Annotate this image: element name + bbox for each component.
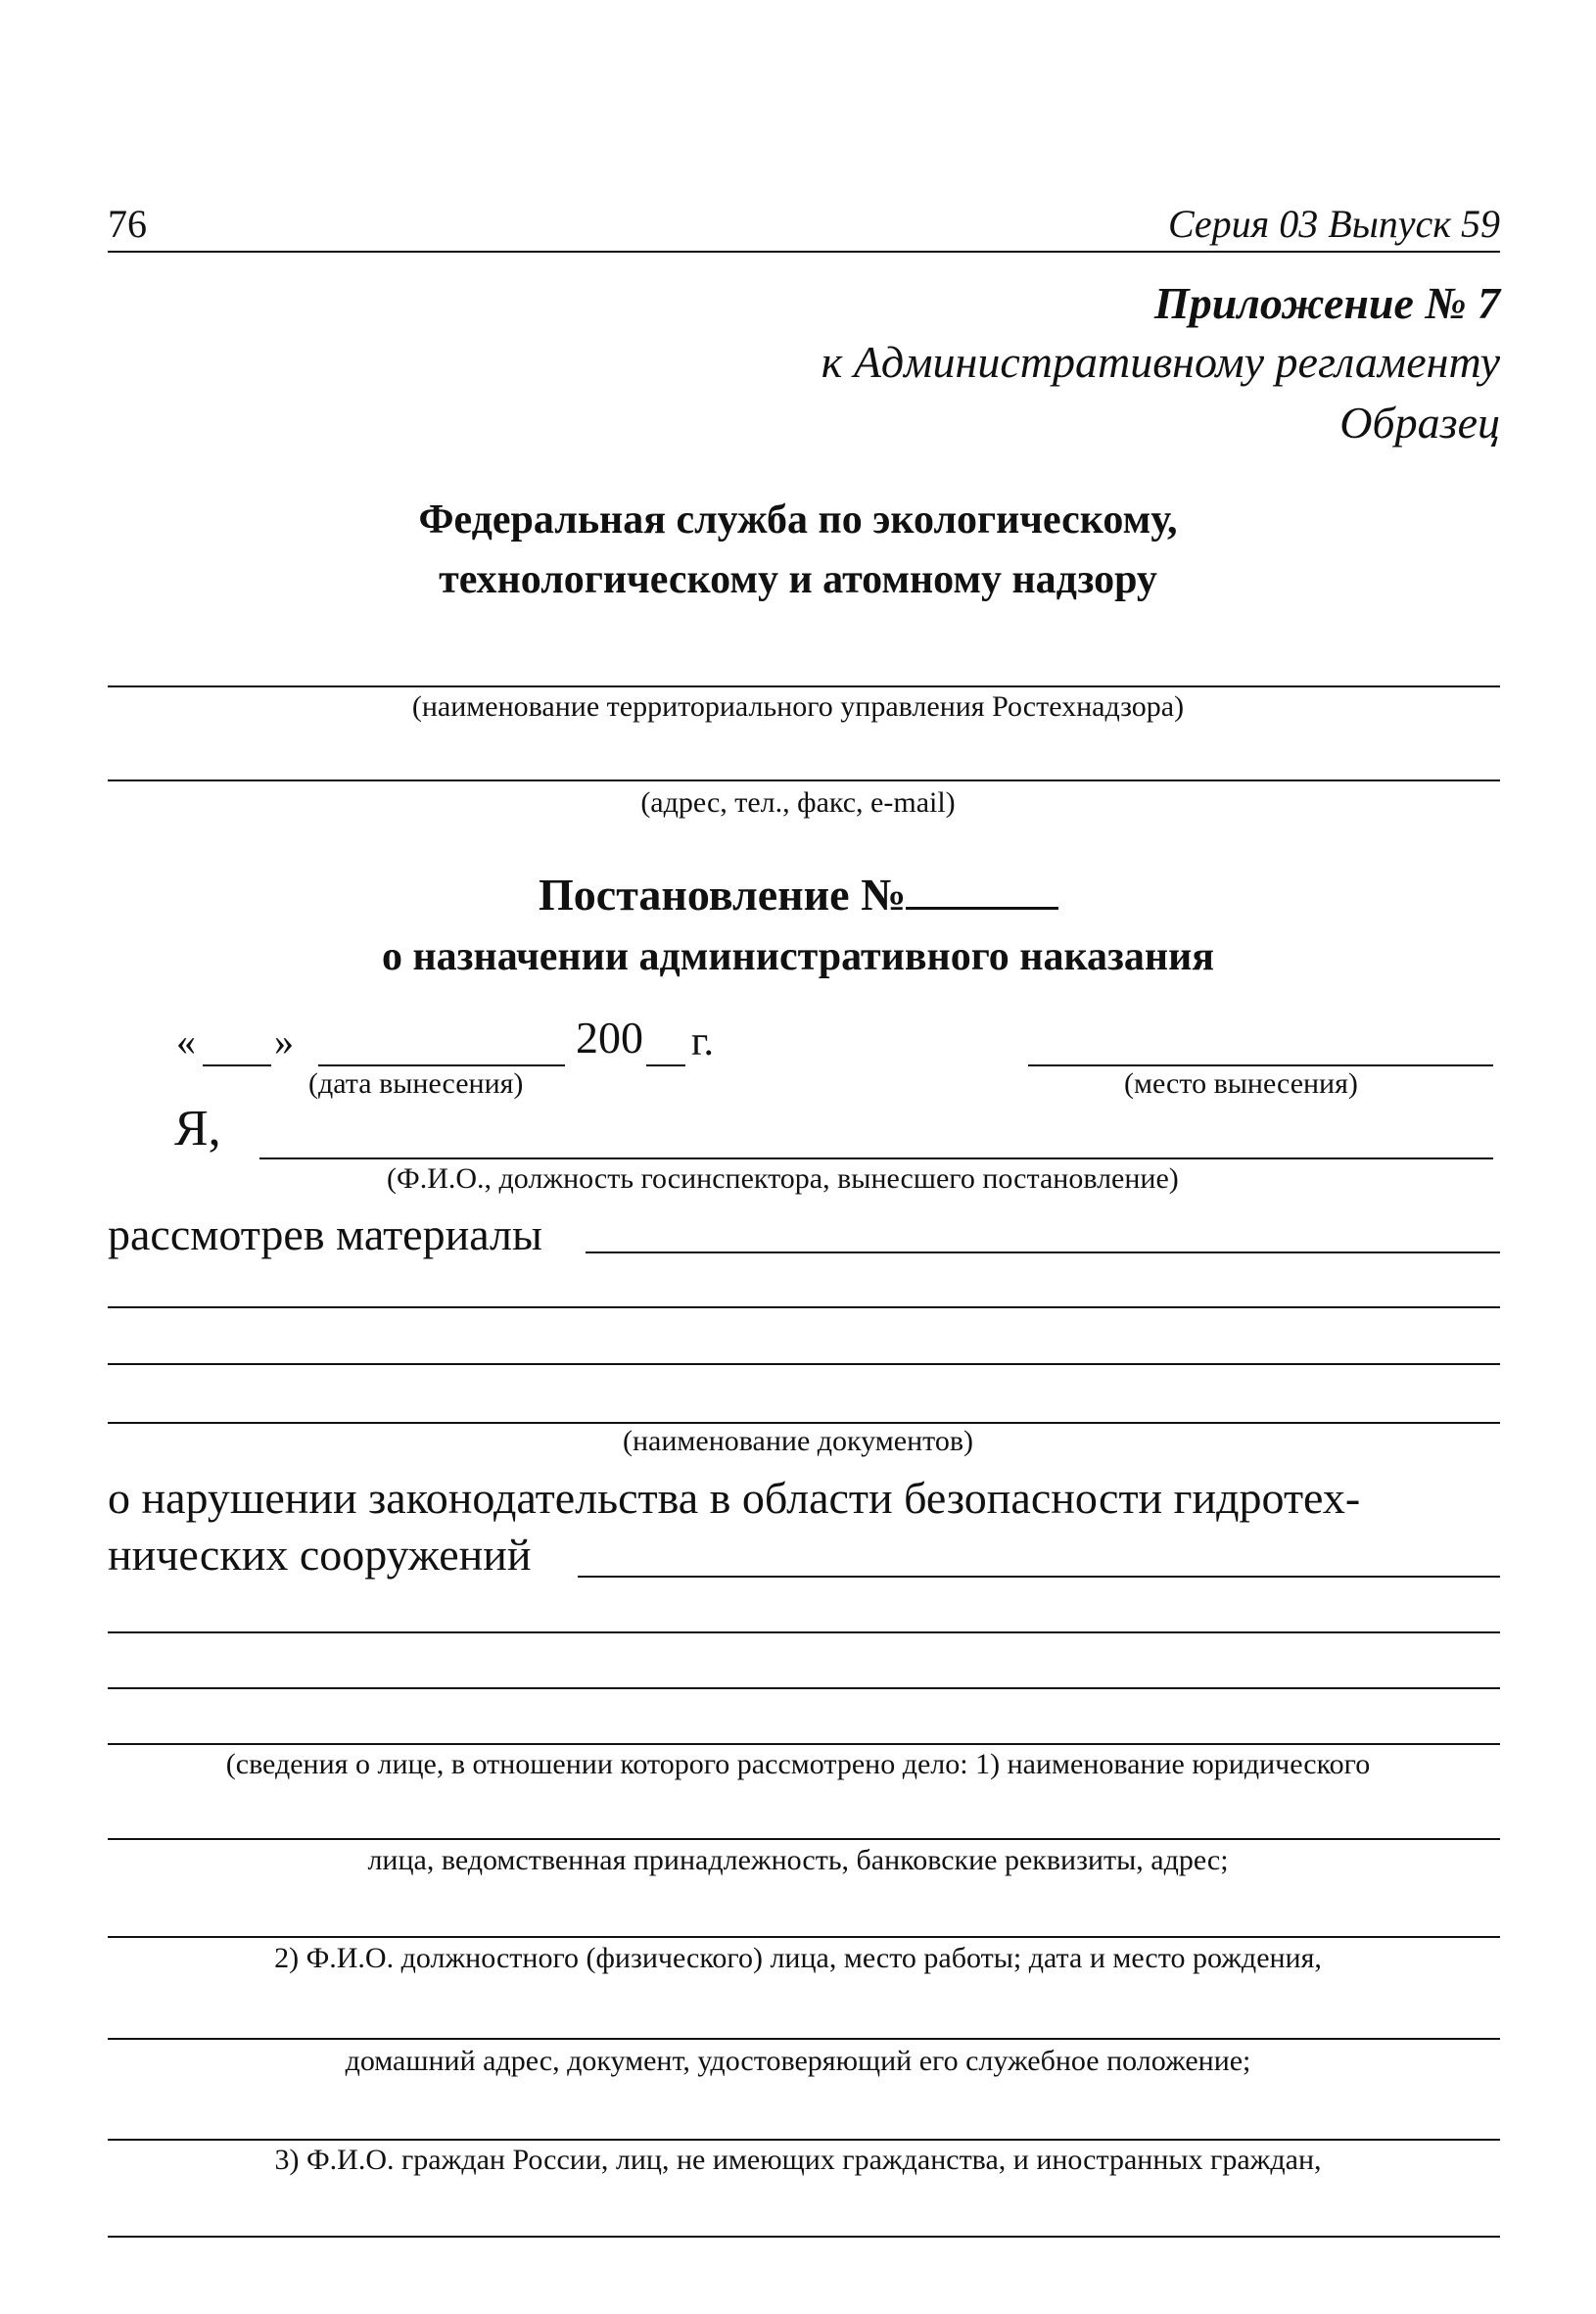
decree-title — [539, 869, 1058, 921]
address-field[interactable] — [108, 779, 1500, 781]
decree-number-field[interactable] — [906, 870, 1058, 910]
agency-name-line2: технологическому и атомному надзору — [439, 557, 1157, 602]
violation-text-line2: нических сооружений — [108, 1530, 532, 1580]
person-field-2[interactable] — [108, 1936, 1500, 1938]
considered-label: рассмотрев материалы — [108, 1209, 542, 1259]
year-prefix: 200 — [576, 1013, 643, 1063]
materials-field-4[interactable] — [108, 1422, 1500, 1424]
violation-text-line1: о нарушении законодательства в области безопасности гидротех- — [108, 1473, 1361, 1523]
year-field[interactable] — [646, 1064, 685, 1066]
address-caption: (адрес, тел., факс, e-mail) — [640, 786, 956, 819]
structures-field-2[interactable] — [108, 1631, 1500, 1633]
date-caption: (дата вынесения) — [308, 1067, 524, 1100]
structures-field-3[interactable] — [108, 1687, 1500, 1689]
person-caption-3: 2) Ф.И.О. должностного (физического) лица, место работы; дата и место рождения, — [274, 1942, 1322, 1974]
month-field[interactable] — [318, 1064, 565, 1066]
header-rule — [108, 251, 1500, 253]
person-field-4[interactable] — [108, 2139, 1500, 2141]
materials-field-2[interactable] — [108, 1306, 1500, 1308]
series-label: Серия 03 Выпуск 59 — [1167, 202, 1500, 246]
inspector-caption: (Ф.И.О., должность госинспектора, вынесшего постановление) — [387, 1162, 1179, 1195]
person-caption-5: 3) Ф.И.О. граждан России, лиц, не имеющих гражданства, и иностранных граждан, — [274, 2144, 1322, 2176]
decree-subtitle: о назначении административного наказания — [381, 934, 1215, 979]
place-field[interactable] — [1028, 1064, 1493, 1066]
structures-field-4[interactable] — [108, 1743, 1500, 1745]
materials-field-3[interactable] — [108, 1363, 1500, 1365]
territorial-office-field[interactable] — [108, 685, 1500, 687]
annex-sample-label: Образец — [1339, 398, 1500, 448]
person-field-3[interactable] — [108, 2038, 1500, 2040]
documents-caption: (наименование документов) — [622, 1425, 974, 1457]
page-number: 76 — [108, 202, 147, 246]
person-caption-1: (сведения о лице, в отношении которого рассмотрено дело: 1) наименование юридического — [225, 1748, 1371, 1780]
agency-name-line1: Федеральная служба по экологическому, — [418, 497, 1178, 543]
person-field-5[interactable] — [108, 2236, 1500, 2238]
person-caption-4: домашний адрес, документ, удостоверяющий его служебное положение; — [345, 2045, 1251, 2077]
annex-subtitle: к Административному регламенту — [821, 337, 1500, 387]
person-caption-2: лица, ведомственная принадлежность, банковские реквизиты, адрес; — [367, 1844, 1229, 1876]
structures-field-1[interactable] — [578, 1576, 1500, 1578]
date-open-quote: « — [176, 1019, 196, 1063]
i-label: Я, — [174, 1101, 221, 1157]
materials-field-1[interactable] — [586, 1251, 1500, 1253]
day-field[interactable] — [203, 1064, 271, 1066]
person-field-1[interactable] — [108, 1838, 1500, 1840]
inspector-field[interactable] — [259, 1157, 1493, 1159]
territorial-office-caption: (наименование территориального управления Ростехнадзора) — [411, 690, 1185, 723]
annex-title: Приложение № 7 — [1153, 278, 1500, 328]
year-suffix: г. — [691, 1019, 714, 1064]
place-caption: (место вынесения) — [1124, 1067, 1358, 1100]
decree-title-text: Постановление № — [539, 870, 907, 920]
date-close-quote: » — [274, 1019, 294, 1063]
